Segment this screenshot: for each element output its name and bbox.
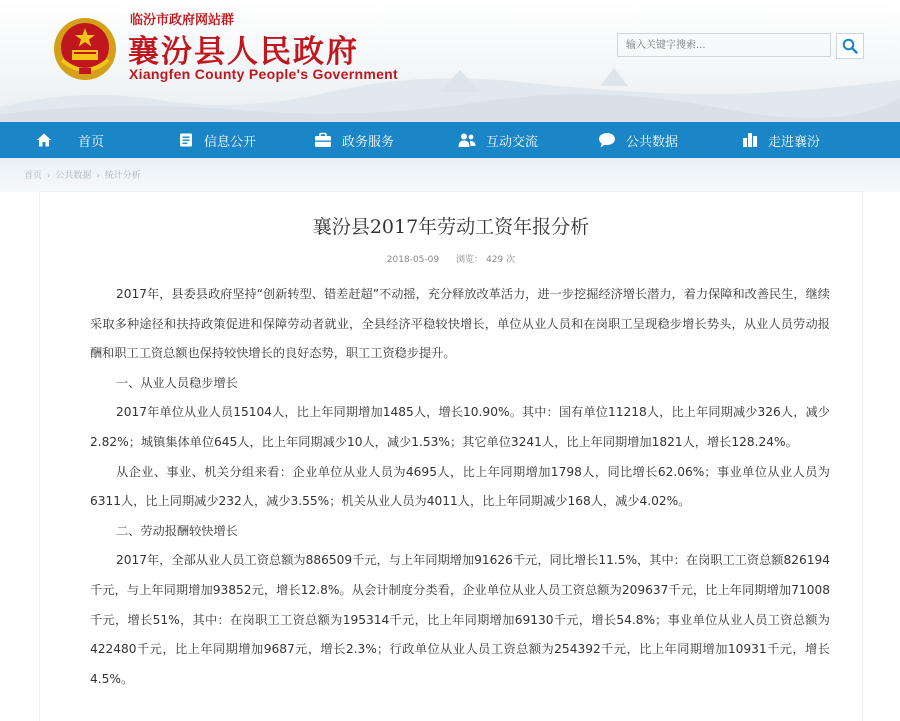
nav-label: 互动交流 [486, 134, 539, 150]
search-icon [842, 38, 858, 54]
search-input[interactable] [617, 33, 831, 57]
home-icon [36, 132, 52, 148]
nav-item-public-data[interactable] [598, 122, 678, 158]
breadcrumb-bar [0, 158, 900, 192]
nav-item-interaction[interactable] [458, 122, 538, 158]
briefcase-icon [314, 132, 332, 148]
nav-item-gov-services[interactable] [314, 122, 394, 158]
site-header [0, 0, 900, 122]
breadcrumb-separator: › [46, 171, 51, 181]
site-title-english: Xiangfen County People's Government [129, 66, 398, 82]
breadcrumb-item-home[interactable]: 首页 [24, 171, 43, 181]
views-unit: 次 [506, 255, 516, 265]
site-title: 襄汾县人民政府 [128, 34, 359, 70]
nav-item-about-xiangfen[interactable] [742, 122, 820, 158]
nav-label: 信息公开 [204, 134, 257, 150]
article-paragraph: 2017年单位从业人员15104人，比上年同期增加1485人，增长10.90%。其中：国有单位11218人，比上年同期减少326人，减少2.82%；城镇集体单位645人，比上年同期减少10人，减少1.53%；其它单位3241人，比上年同期增加1821人，增长128.24%。 [90, 405, 830, 449]
section-heading: 二、劳动报酬较快增长 [116, 523, 238, 538]
article-paragraph: 2017年，全部从业人员工资总额为886509千元，与上年同期增加91626千元，同比增长11.5%，其中：在岗职工工资总额826194千元，与上年同期增加93852元，增长12.8%。从会计制度分类看，企业单位从业人员工资总额为209637千元，比上年同期增加71008千元，增长51%，其中：在岗职工工资总额为195314千元，比上年同期增加69130千元，增长54.8%；事业单位从业人员工资总额为422480千元，比上年同期增加9687元，增长2.3%；行政单位从业人员工资总额为254392千元，比上年同期增加10931千元，增长4.5%。 [90, 553, 830, 686]
document-icon [178, 132, 194, 148]
article-date: 2018-05-09 [386, 255, 440, 265]
site-group-label: 临汾市政府网站群 [130, 13, 235, 28]
nav-label: 走进襄汾 [768, 134, 821, 150]
article-paragraph: 从企业、事业、机关分组来看：企业单位从业人员为4695人，比上年同期增加1798人，同比增长62.06%；事业单位从业人员为6311人，比上同期减少232人，减少3.55%；机关从业人员为4011人，比上年同期减少168人，减少4.02%。 [90, 464, 830, 509]
views-count: 429 [486, 255, 504, 265]
section-heading: 一、从业人员稳步增长 [116, 375, 238, 390]
search-button[interactable] [836, 33, 864, 59]
article-paragraph: 2017年，县委县政府坚持“创新转型、错差赶超”不动摇，充分释放改革活力，进一步挖掘经济增长潜力，着力保障和改善民生，继续采取多种途径和扶持政策促进和保障劳动者就业，全县经济平稳较快增长，单位从业人员和在岗职工呈现稳步增长势头，从业人员劳动报酬和职工工资总额也保持较快增长的良好态势，职工工资稳步提升。 [90, 287, 830, 361]
nav-label: 公共数据 [626, 134, 679, 150]
breadcrumb [24, 168, 143, 181]
article-container [40, 192, 862, 721]
breadcrumb-item-statistics[interactable]: 统计分析 [104, 171, 141, 181]
building-icon [742, 132, 758, 148]
breadcrumb-separator: › [96, 171, 100, 181]
chat-icon [598, 132, 616, 148]
nav-item-info-disclosure[interactable] [178, 122, 256, 158]
nav-label: 政务服务 [342, 134, 395, 150]
article-title: 襄汾县2017年劳动工资年报分析 [312, 216, 590, 238]
people-icon [458, 132, 476, 148]
article-meta [40, 252, 862, 265]
national-emblem-icon [52, 16, 118, 82]
article-body [90, 280, 830, 694]
nav-label: 首页 [78, 134, 105, 150]
breadcrumb-item-public-data[interactable]: 公共数据 [55, 171, 92, 181]
views-label: 浏览： [455, 255, 483, 265]
nav-item-home[interactable] [36, 122, 104, 158]
main-nav [0, 122, 900, 158]
